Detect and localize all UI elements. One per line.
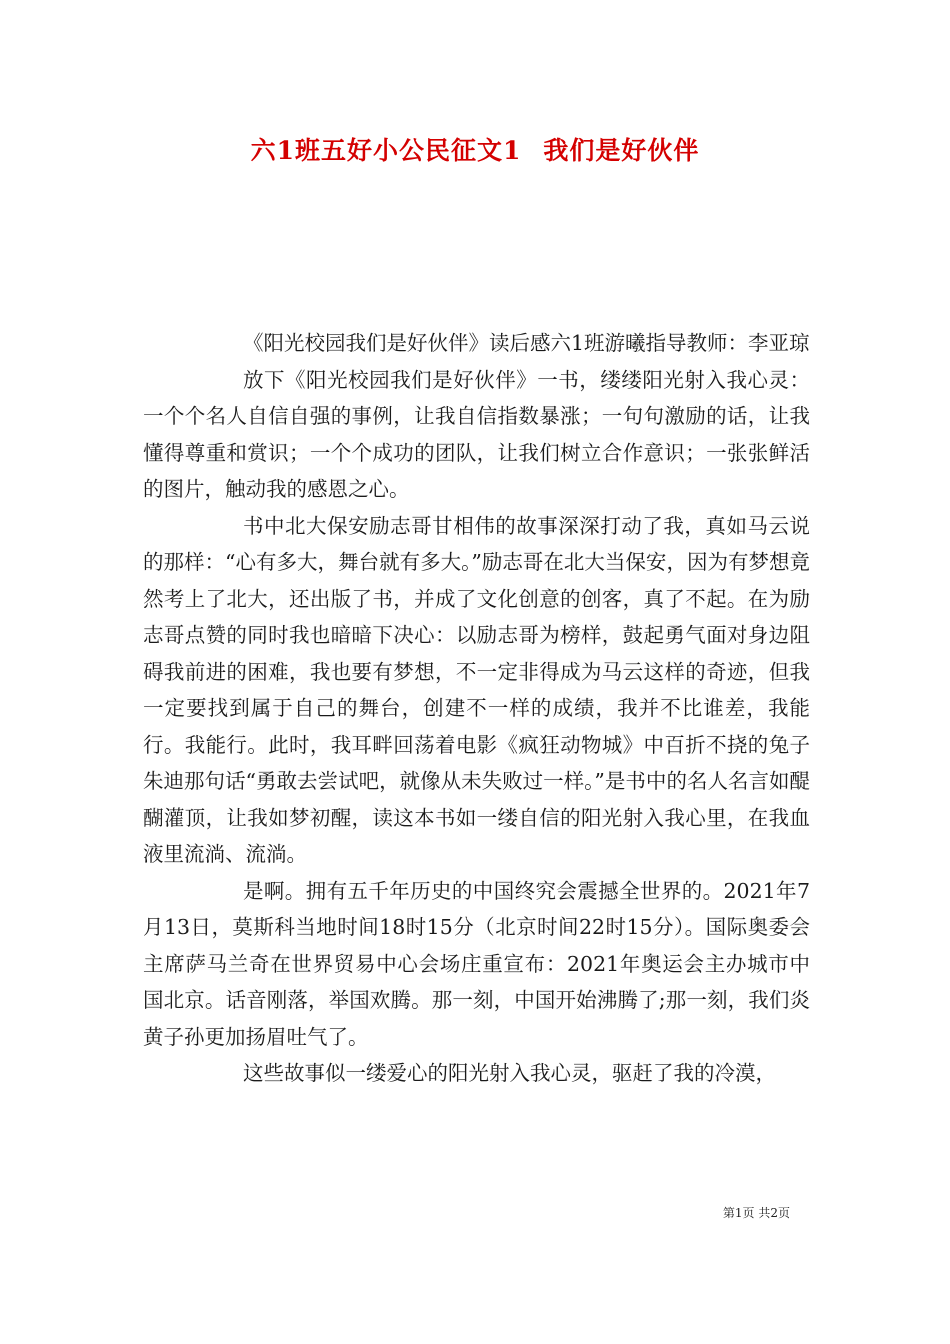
paragraph: 书中北大保安励志哥甘相伟的故事深深打动了我，真如马云说的那样：“心有多大，舞台就有多大。”励志哥在北大当保安，因为有梦想竟然考上了北大，还出版了书，并成了文化创意的创客，真了不起。在为励志哥点赞的同时我也暗暗下决心：以励志哥为榜样，鼓起勇气面对身边阻碍我前进的困难，我也要有梦想，不一定非得成为马云这样的奇迹，但我一定要找到属于自己的舞台，创建不一样的成绩，我并不比谁差，我能行。我能行。此时，我耳畔回荡着电影《疯狂动物城》中百折不挠的兔子朱迪那句话“勇敢去尝试吧，就像从未失败过一样。”是书中的名人名言如醍醐灌顶，让我如梦初醒，读这本书如一缕自信的阳光射入我心里，在我血液里流淌、流淌。: [143, 513, 810, 866]
paragraph-author-line: 《阳光校园我们是好伙伴》读后感六1班游曦指导教师：李亚琼: [243, 331, 810, 355]
title-part-2: 我们是好伙伴: [543, 136, 700, 165]
paragraph: 是啊。拥有五千年历史的中国终究会震撼全世界的。2021年7月13日，莫斯科当地时间18时15分（北京时间22时15分）。国际奥委会主席萨马兰奇在世界贸易中心会场庄重宣布：2021年奥运会主办城市中国北京。话音刚落，举国欢腾。那一刻，中国开始沸腾了;那一刻，我们炎黄子孙更加扬眉吐气了。: [143, 878, 810, 1049]
document-title: [0, 131, 950, 167]
document-body: [143, 325, 810, 1092]
title-part-1: 六1班五好小公民征文1: [250, 136, 522, 165]
page-number-footer: 第1页 共2页: [722, 1206, 790, 1220]
paragraph: 这些故事似一缕爱心的阳光射入我心灵，驱赶了我的冷漠，: [243, 1061, 776, 1085]
paragraph: 放下《阳光校园我们是好伙伴》一书，缕缕阳光射入我心灵：一个个名人自信自强的事例，让我自信指数暴涨；一句句激励的话，让我懂得尊重和赏识；一个个成功的团队，让我们树立合作意识；一张张鲜活的图片，触动我的感恩之心。: [143, 367, 810, 501]
